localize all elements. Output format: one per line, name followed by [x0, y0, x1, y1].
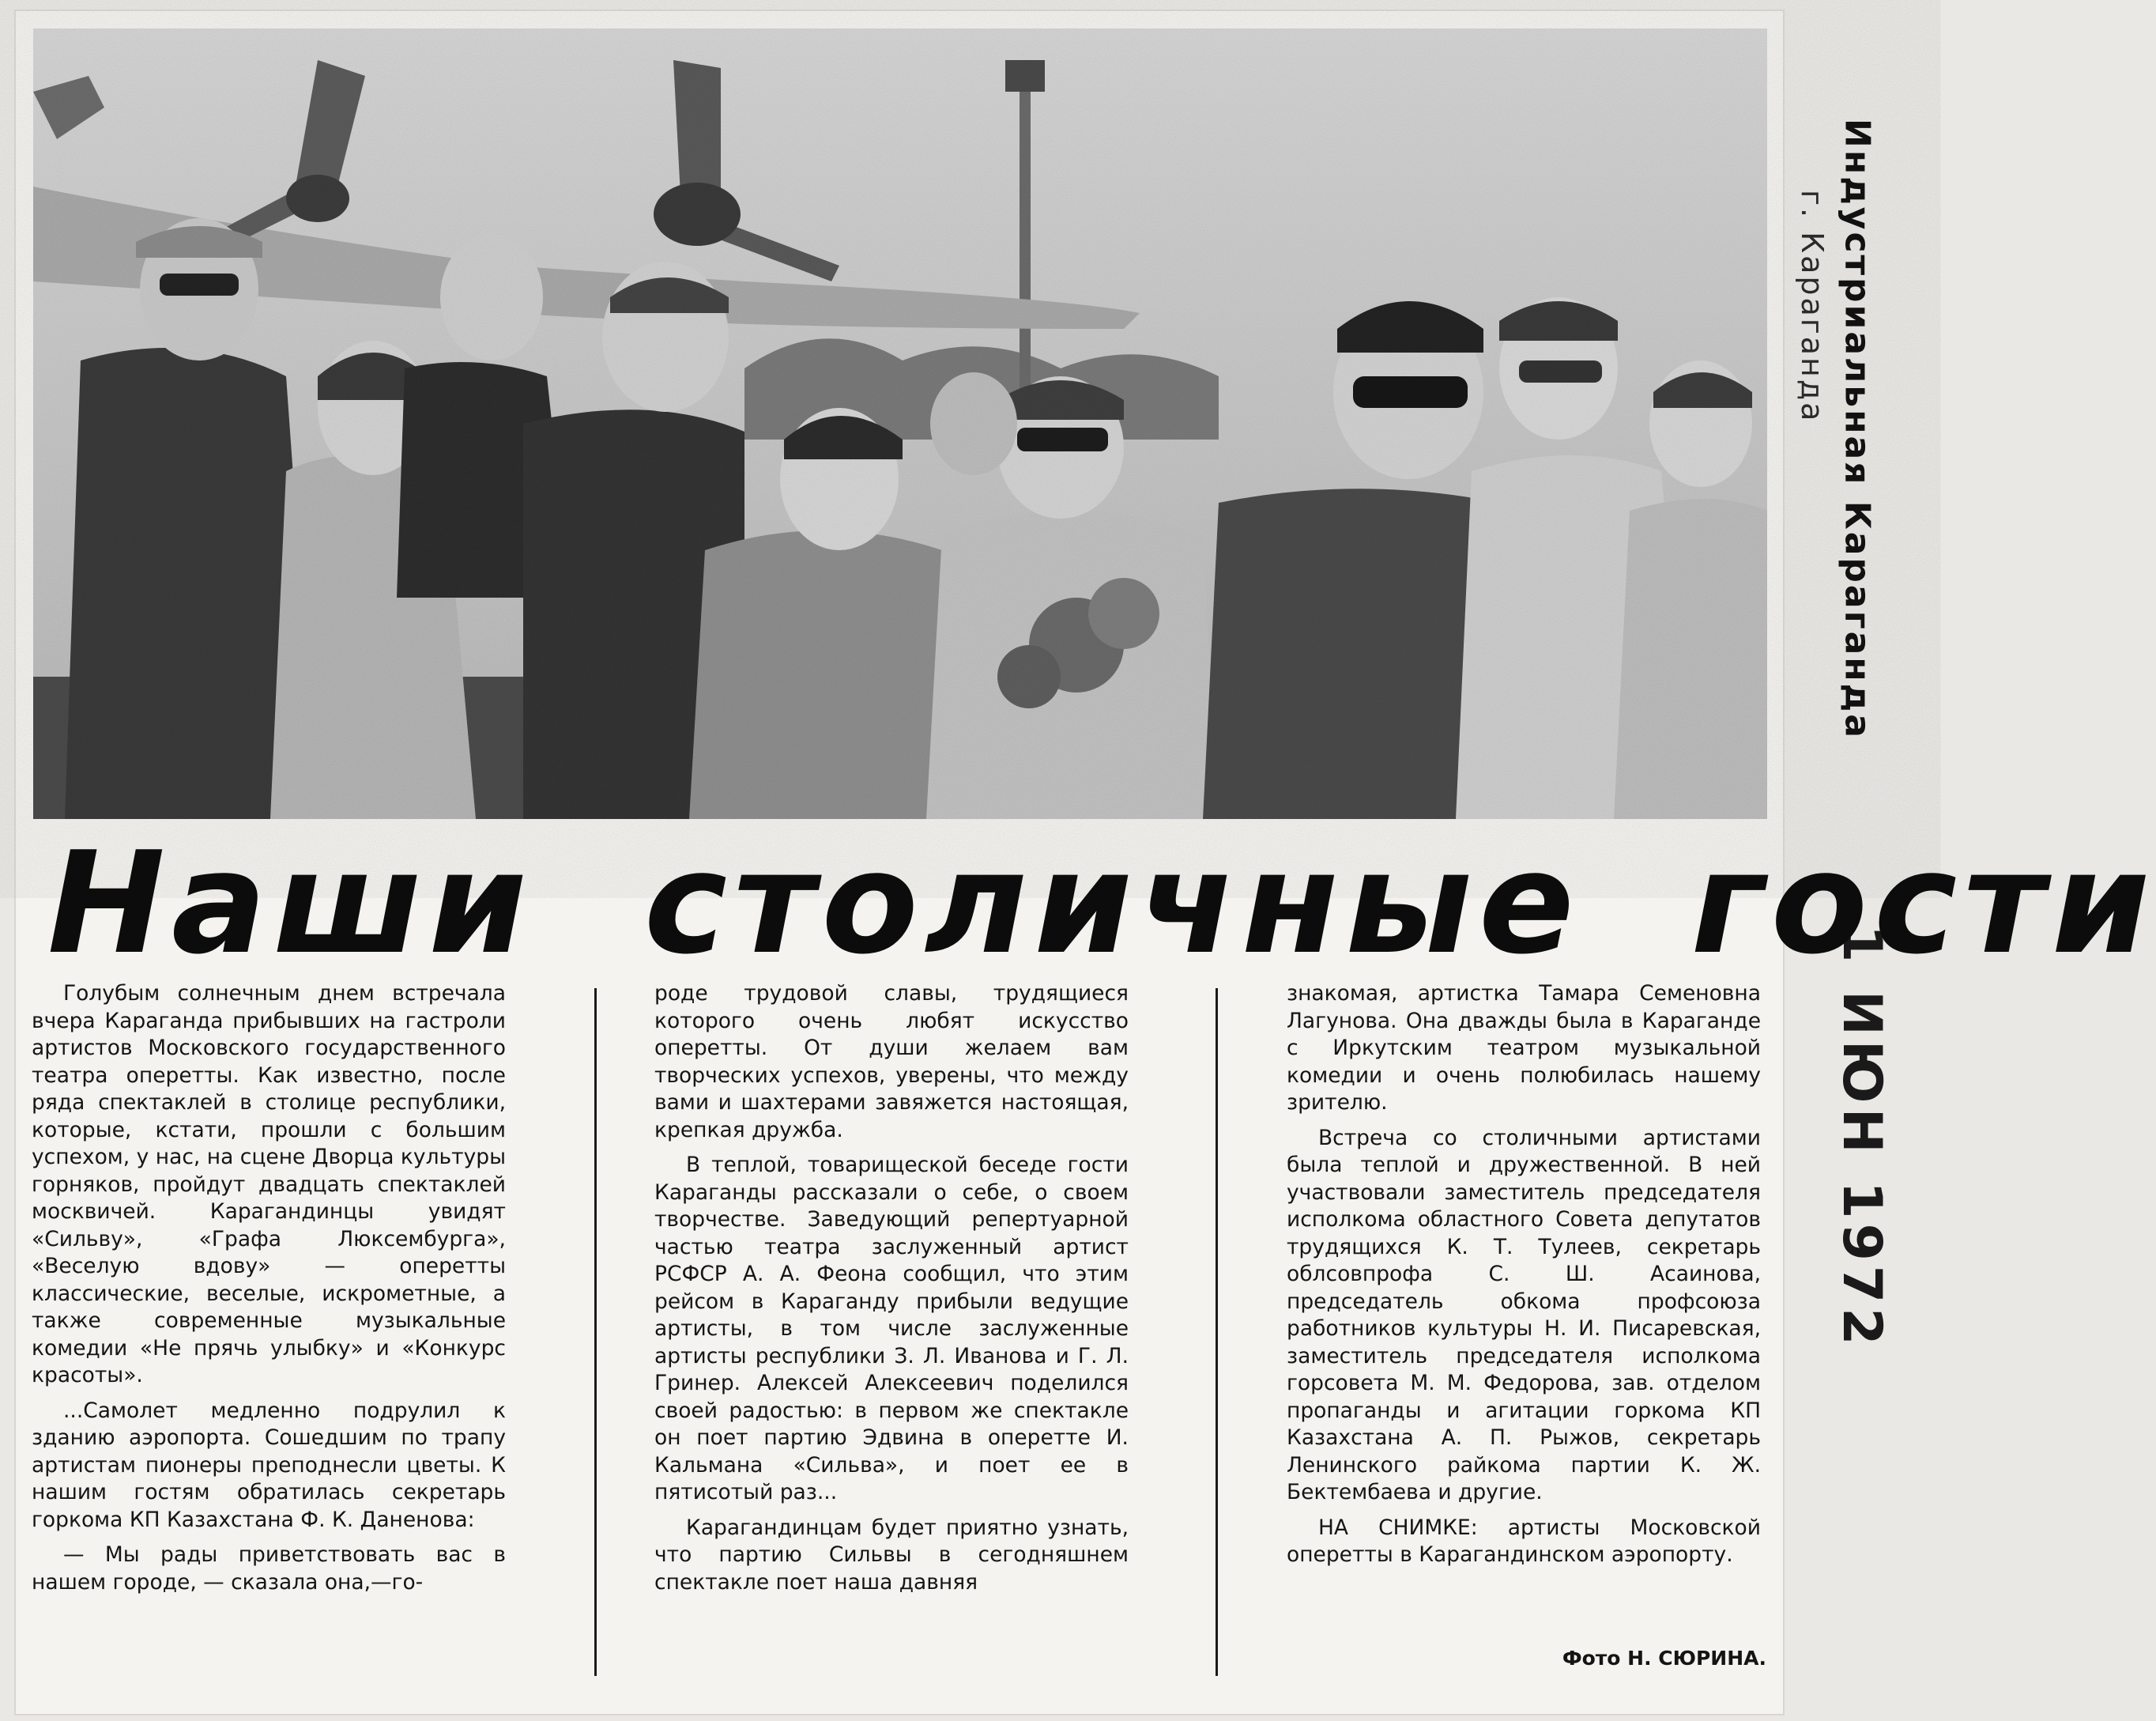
group-photo: [33, 28, 1767, 819]
column-divider: [594, 988, 597, 1676]
col1-paragraph-1: Голубым солнечным днем встречала вчера Караганда прибывших на гастроли артистов Московского государственного театра оперетты. Как известно, после ряда спектаклей в столице республики, которые, кстати, прошли с большим успехом, у нас, на сцене Дворца культуры горняков, пройдут двадцать спектаклей москвичей. Карагандинцы увидят «Сильву», «Графа Люксембурга», «Веселую вдову» — оперетты классические, веселые, искрометные, а также современные музыкальные комедии «Не прячь улыбку» и «Конкурс красоты».: [32, 981, 506, 1387]
stamp-city: г. Караганда: [1795, 190, 1830, 424]
col1-paragraph-2: ...Самолет медленно подрулил к зданию аэропорта. Сошедшим по трапу артистам пионеры преподнесли цветы. К нашим гостям обратилась секретарь горкома КП Казахстана Ф. К. Даненова:: [32, 1398, 506, 1532]
column-divider: [1216, 988, 1218, 1676]
photo-caption: НА СНИМКЕ: артисты Московской оперетты в Карагандинском аэропорту.: [1287, 1515, 1761, 1567]
article-column-2: [654, 980, 1129, 1596]
article-column-1: [32, 980, 506, 1596]
stamp-newspaper-name: Индустриальная Караганда: [1837, 119, 1878, 740]
col3-paragraph-2: Встреча со столичными артистами была теплой и дружественной. В ней участвовали заместитель председателя исполкома областного Совета депутатов трудящихся К. Т. Тулеев, секретарь облсовпрофа С. Ш. Асаинова, председатель обкома профсоюза работников культуры Н. И. Писаревская, заместитель председателя исполкома горсовета М. М. Федорова, зав. отделом пропаганды и агитации горкома КП Казахстана А. П. Рыжов, секретарь Ленинского райкома партии К. Ж. Бектембаева и другие.: [1287, 1125, 1761, 1504]
col2-paragraph-3: Карагандинцам будет приятно узнать, что партию Сильвы в сегодняшнем спектакле поет наша давняя: [654, 1515, 1129, 1595]
photo-credit: Фото Н. СЮРИНА.: [1562, 1647, 1766, 1670]
light-tower-pole: [1020, 92, 1031, 392]
col1-paragraph-3: — Мы рады приветствовать вас в нашем городе, — сказала она,—го-: [32, 1542, 506, 1595]
article-column-3: [1287, 980, 1761, 1569]
article-headline: Наши столичные гости: [47, 821, 2156, 985]
col2-paragraph-2: В теплой, товарищеской беседе гости Караганды рассказали о себе, о своем творчестве. Заведующий репертуарной частью театра заслуженный артист РСФСР А. А. Феона сообщил, что этим рейсом в Караганду прибыли ведущие артисты, в том числе заслуженные артисты республики З. Л. Иванова и Г. Л. Гринер. Алексей Алексеевич поделился своей радостью: в первом же спектакле он поет партию Эдвина в оперетте И. Кальмана «Сильва», и поет ее в пятисотый раз...: [654, 1153, 1129, 1504]
col2-paragraph-1: роде трудовой славы, трудящиеся которого очень любят искусство оперетты. От души желаем вам творческих успехов, уверены, что между вами и шахтерами завяжется настоящая, крепкая дружба.: [654, 981, 1129, 1142]
col3-paragraph-1: знакомая, артистка Тамара Семеновна Лагунова. Она дважды была в Караганде с Иркутским театром музыкальной комедии и очень полюбилась нашему зрителю.: [1287, 981, 1761, 1115]
stamp-date: 1 ИЮН 1972: [1830, 925, 1893, 1350]
photo-illustration: [33, 28, 1767, 819]
light-tower-top: [1005, 60, 1045, 92]
